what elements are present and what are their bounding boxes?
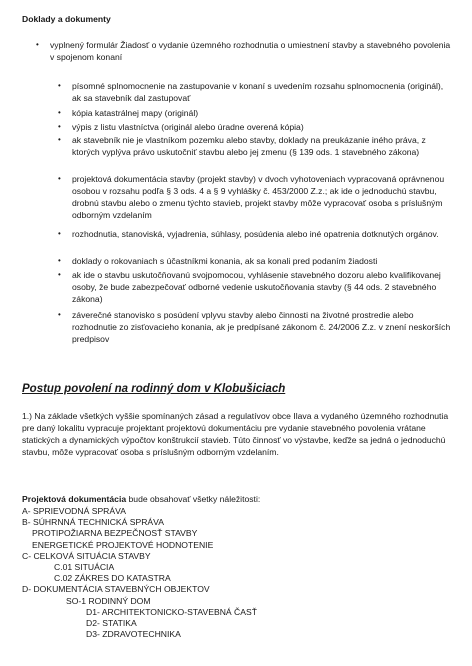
bullet-icon: • <box>58 135 61 144</box>
outline-item: D1- ARCHITEKTONICKO-STAVEBNÁ ČASŤ <box>86 606 257 617</box>
list-item-text: ak ide o stavbu uskutočňovanú svojpomocou, vyhlásenie stavebného dozoru alebo kvalifikovanej osoby, že bude zabezpečovať odborné vedenie uskutočňovania stavby (§ 44 ods. 2 stavebného zákona) <box>72 270 441 304</box>
list-item <box>58 228 454 240</box>
section-title: Postup povolení na rodinný dom v Klobušiciach <box>22 383 286 395</box>
list-item-text: výpis z listu vlastníctva (originál alebo úradne overená kópia) <box>72 122 304 132</box>
list-item <box>58 134 454 158</box>
list-item <box>58 173 454 221</box>
projdoc-rest: bude obsahovať všetky náležitosti: <box>126 494 261 504</box>
list-item-text: ak stavebník nie je vlastníkom pozemku alebo stavby, doklady na preukázanie iného práva, z ktorých vyplýva právo uskutočniť stavbu alebo jej zmenu (§ 139 ods. 1 stavebného zákona) <box>72 135 426 157</box>
outline-item: C.02 ZÁKRES DO KATASTRA <box>54 573 171 584</box>
main-list-item <box>36 39 456 63</box>
outline-item: PROTIPOŽIARNA BEZPEČNOSŤ STAVBY <box>32 528 198 539</box>
projdoc-line <box>22 493 260 505</box>
outline-item: C.01 SITUÁCIA <box>54 561 115 572</box>
list-item-text: záverečné stanovisko s posúdení vplyvu stavby alebo činnosti na životné prostredie alebo rozhodnutie zo zisťovacieho konania, ak je predpísané zákonom č. 24/2006 Z.z. v znení neskorších predpisov <box>72 310 451 344</box>
list-item-text: doklady o rokovaniach s účastníkmi konania, ak sa konali pred podaním žiadosti <box>72 256 378 266</box>
bullet-icon: • <box>58 122 61 131</box>
list-item <box>58 309 454 345</box>
bullet-icon: • <box>58 310 61 319</box>
doklady-heading: Doklady a dokumenty <box>22 14 111 24</box>
list-item <box>58 80 454 104</box>
list-item <box>58 255 454 267</box>
list-item <box>58 269 454 305</box>
outline-item: B- SÚHRNNÁ TECHNICKÁ SPRÁVA <box>22 517 164 528</box>
bullet-icon: • <box>58 174 61 183</box>
outline-item: D3- ZDRAVOTECHNIKA <box>86 629 181 640</box>
documentation-outline <box>22 506 452 640</box>
projdoc-bold-label: Projektová dokumentácia <box>22 494 127 504</box>
list-item-text: písomné splnomocnenie na zastupovanie v konaní s uvedením rozsahu splnomocnenia (originál), ak sa stavebník dal zastupovať <box>72 81 444 103</box>
bullet-icon: • <box>58 229 61 238</box>
procedure-paragraph: 1.) Na základe všetkých vyššie spomínaných zásad a regulatívov obce Ilava a vydaného územného rozhodnutia pre daný lokalitu vypracuje projektant projektovú dokumentáciu pre vydanie stavebného povolenia vrátane statických a dynamických výpočtov konštrukcií stavieb. Túto činnosť vo výstavbe, keďže sa jedná o jednoduchú stavbu, môže vypracovať osoba s príslušným odborným vzdelaním. <box>22 411 449 457</box>
bullet-icon: • <box>58 256 61 265</box>
main-item-text: vyplnený formulár Žiadosť o vydanie územného rozhodnutia o umiestnení stavby a stavebného povolenia v spojenom konaní <box>50 40 451 62</box>
list-item <box>58 121 454 133</box>
list-item-text: projektová dokumentácia stavby (projekt stavby) v dvoch vyhotoveniach vypracovaná oprávnenou osobou v rozsahu podľa § 3 ods. 4 a § 9 vyhlášky č. 453/2000 Z.z.; ak ide o jednoduchú stavbu, drobnú stavbu alebo o zmenu týchto stavieb, projekt stavby môže vypracovať osoba s príslušným odborným vzdelaním <box>72 174 445 220</box>
outline-item: SO-1 RODINNÝ DOM <box>66 595 151 606</box>
bullet-icon: • <box>58 270 61 279</box>
list-item-text: rozhodnutia, stanoviská, vyjadrenia, súhlasy, posúdenia alebo iné opatrenia dotknutých orgánov. <box>72 229 439 239</box>
outline-item: C- CELKOVÁ SITUÁCIA STAVBY <box>22 550 151 561</box>
list-item <box>58 107 454 119</box>
outline-item: D- DOKUMENTÁCIA STAVEBNÝCH OBJEKTOV <box>22 584 210 595</box>
bullet-icon: • <box>58 81 61 90</box>
outline-item: D2- STATIKA <box>86 617 137 628</box>
outline-item: ENERGETICKÉ PROJEKTOVÉ HODNOTENIE <box>32 539 214 550</box>
bullet-icon: • <box>58 108 61 117</box>
bullet-icon: • <box>36 40 39 49</box>
outline-item: A- SPRIEVODNÁ SPRÁVA <box>22 506 126 516</box>
list-item-text: kópia katastrálnej mapy (originál) <box>72 108 199 118</box>
